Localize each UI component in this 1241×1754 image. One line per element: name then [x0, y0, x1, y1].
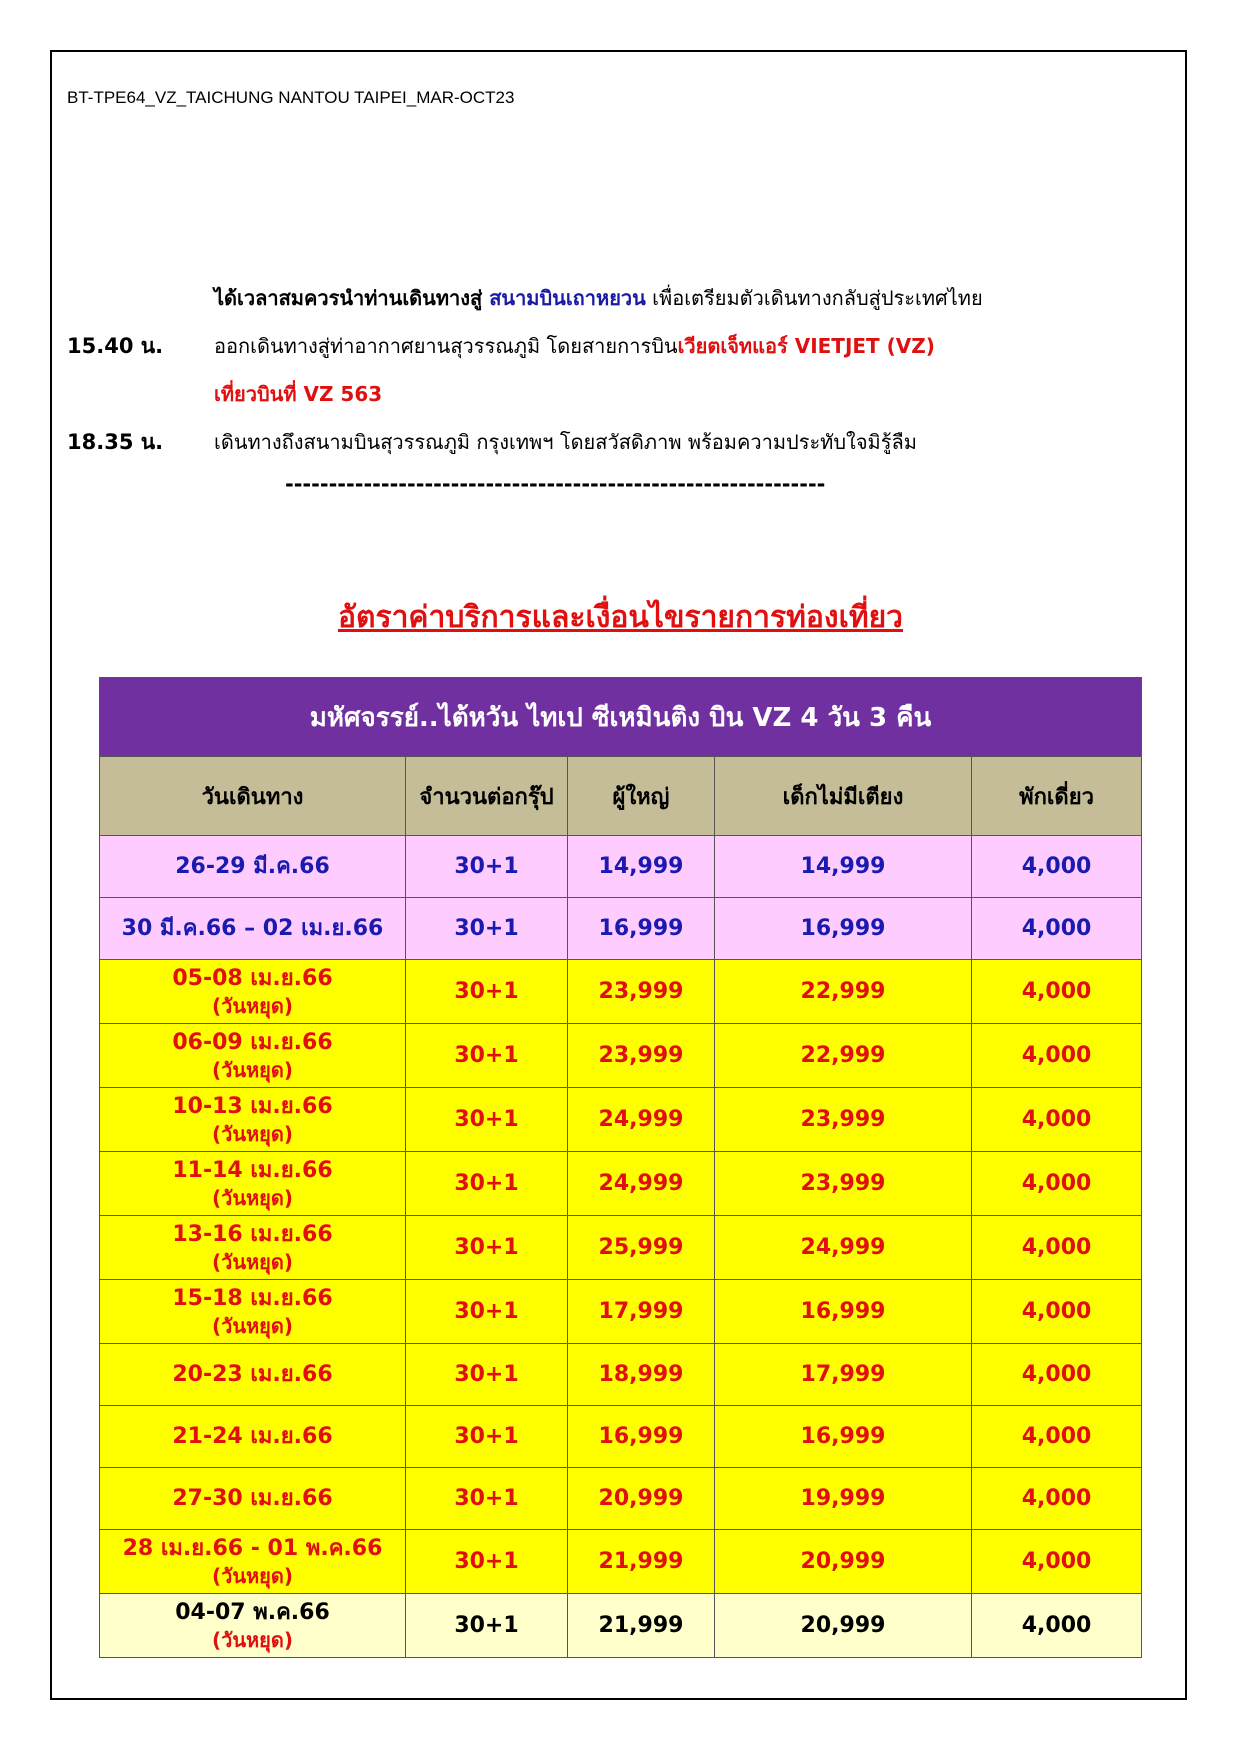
itinerary-text-segment: ได้เวลาสมควรนำท่านเดินทางสู่ [214, 286, 490, 310]
adult-price-cell: 16,999 [568, 898, 715, 960]
rate-table-body [100, 836, 1142, 1658]
travel-date: 05-08 เม.ย.66 [172, 965, 333, 991]
travel-date-cell [100, 898, 406, 960]
travel-date: 10-13 เม.ย.66 [172, 1093, 333, 1119]
child-no-bed-price-cell: 16,999 [715, 898, 972, 960]
itinerary-text-segment: เที่ยวบินที่ VZ 563 [214, 382, 383, 406]
single-supplement-cell: 4,000 [972, 1530, 1142, 1594]
table-row [100, 1216, 1142, 1280]
adult-price-cell: 23,999 [568, 960, 715, 1024]
travel-date: 28 เม.ย.66 - 01 พ.ค.66 [122, 1535, 383, 1561]
group-size-cell: 30+1 [406, 1530, 568, 1594]
single-supplement-cell: 4,000 [972, 898, 1142, 960]
adult-price-cell: 24,999 [568, 1152, 715, 1216]
single-supplement-cell: 4,000 [972, 836, 1142, 898]
travel-date: 13-16 เม.ย.66 [172, 1221, 333, 1247]
itinerary-text-segment: เพื่อเตรียมตัวเดินทางกลับสู่ประเทศไทย [645, 286, 983, 310]
group-size-cell: 30+1 [406, 898, 568, 960]
holiday-note: (วันหยุด) [211, 1185, 294, 1210]
travel-date: 11-14 เม.ย.66 [172, 1157, 333, 1183]
table-row [100, 836, 1142, 898]
holiday-note: (วันหยุด) [211, 1627, 294, 1652]
itinerary-section [67, 282, 1167, 474]
holiday-note: (วันหยุด) [211, 1249, 294, 1274]
adult-price-cell: 21,999 [568, 1594, 715, 1658]
child-no-bed-price-cell: 17,999 [715, 1344, 972, 1406]
child-no-bed-price-cell: 20,999 [715, 1530, 972, 1594]
rate-table-column-header: ผู้ใหญ่ [568, 757, 715, 836]
travel-date-cell [100, 1152, 406, 1216]
travel-date-cell [100, 1280, 406, 1344]
divider-line: -------------------------------------------------------------- [285, 472, 826, 496]
child-no-bed-price-cell: 19,999 [715, 1468, 972, 1530]
group-size-cell: 30+1 [406, 1468, 568, 1530]
itinerary-description [214, 330, 935, 362]
travel-date-cell [100, 1024, 406, 1088]
itinerary-text-segment: ออกเดินทางสู่ท่าอากาศยานสุวรรณภูมิ โดยสายการบิน [214, 334, 678, 358]
rate-table-column-header: จำนวนต่อกรุ๊ป [406, 757, 568, 836]
travel-date-cell [100, 960, 406, 1024]
holiday-note: (วันหยุด) [211, 1121, 294, 1146]
child-no-bed-price-cell: 23,999 [715, 1152, 972, 1216]
itinerary-row [67, 330, 1167, 378]
single-supplement-cell: 4,000 [972, 1152, 1142, 1216]
travel-date: 15-18 เม.ย.66 [172, 1285, 333, 1311]
child-no-bed-price-cell: 16,999 [715, 1280, 972, 1344]
holiday-note: (วันหยุด) [211, 1057, 294, 1082]
table-row [100, 1344, 1142, 1406]
travel-date-cell [100, 1530, 406, 1594]
travel-date: 06-09 เม.ย.66 [172, 1029, 333, 1055]
group-size-cell: 30+1 [406, 836, 568, 898]
rate-table-column-header: พักเดี่ยว [972, 757, 1142, 836]
travel-date: 21-24 เม.ย.66 [172, 1423, 333, 1449]
itinerary-row [67, 378, 1167, 426]
table-row [100, 1530, 1142, 1594]
child-no-bed-price-cell: 22,999 [715, 1024, 972, 1088]
adult-price-cell: 20,999 [568, 1468, 715, 1530]
itinerary-description [214, 426, 917, 458]
itinerary-time: 18.35 น. [67, 430, 164, 454]
adult-price-cell: 23,999 [568, 1024, 715, 1088]
travel-date: 20-23 เม.ย.66 [172, 1361, 333, 1387]
table-row [100, 1468, 1142, 1530]
adult-price-cell: 25,999 [568, 1216, 715, 1280]
travel-date-cell [100, 1216, 406, 1280]
adult-price-cell: 16,999 [568, 1406, 715, 1468]
table-row [100, 1406, 1142, 1468]
group-size-cell: 30+1 [406, 1344, 568, 1406]
adult-price-cell: 24,999 [568, 1088, 715, 1152]
group-size-cell: 30+1 [406, 1594, 568, 1658]
travel-date-cell [100, 1088, 406, 1152]
adult-price-cell: 14,999 [568, 836, 715, 898]
rate-table-column-header: เด็กไม่มีเตียง [715, 757, 972, 836]
single-supplement-cell: 4,000 [972, 1594, 1142, 1658]
travel-date-cell [100, 1406, 406, 1468]
rate-table [99, 677, 1142, 1658]
travel-date-cell [100, 1344, 406, 1406]
travel-date-cell [100, 1594, 406, 1658]
adult-price-cell: 21,999 [568, 1530, 715, 1594]
rate-table-header [100, 757, 1142, 836]
itinerary-row [67, 282, 1167, 330]
document-code: BT-TPE64_VZ_TAICHUNG NANTOU TAIPEI_MAR-OCT23 [67, 88, 515, 107]
travel-date-cell [100, 1468, 406, 1530]
child-no-bed-price-cell: 23,999 [715, 1088, 972, 1152]
table-row [100, 960, 1142, 1024]
single-supplement-cell: 4,000 [972, 1216, 1142, 1280]
itinerary-description [214, 378, 382, 410]
single-supplement-cell: 4,000 [972, 1468, 1142, 1530]
holiday-note: (วันหยุด) [211, 993, 294, 1018]
itinerary-text-segment: สนามบินเถาหยวน [489, 286, 646, 310]
adult-price-cell: 17,999 [568, 1280, 715, 1344]
table-row [100, 1280, 1142, 1344]
group-size-cell: 30+1 [406, 1216, 568, 1280]
holiday-note: (วันหยุด) [211, 1563, 294, 1588]
travel-date: 27-30 เม.ย.66 [172, 1485, 333, 1511]
itinerary-row [67, 426, 1167, 474]
table-row [100, 1088, 1142, 1152]
child-no-bed-price-cell: 14,999 [715, 836, 972, 898]
child-no-bed-price-cell: 16,999 [715, 1406, 972, 1468]
itinerary-text-segment: เดินทางถึงสนามบินสุวรรณภูมิ กรุงเทพฯ โดยสวัสดิภาพ พร้อมความประทับใจมิรู้ลืม [214, 430, 917, 454]
single-supplement-cell: 4,000 [972, 1088, 1142, 1152]
single-supplement-cell: 4,000 [972, 1024, 1142, 1088]
single-supplement-cell: 4,000 [972, 1344, 1142, 1406]
single-supplement-cell: 4,000 [972, 1406, 1142, 1468]
child-no-bed-price-cell: 20,999 [715, 1594, 972, 1658]
itinerary-time: 15.40 น. [67, 334, 164, 358]
section-title: อัตราค่าบริการและเงื่อนไขรายการท่องเที่ยว [337, 600, 904, 635]
single-supplement-cell: 4,000 [972, 1280, 1142, 1344]
group-size-cell: 30+1 [406, 1280, 568, 1344]
group-size-cell: 30+1 [406, 1152, 568, 1216]
group-size-cell: 30+1 [406, 1024, 568, 1088]
rate-table-column-header: วันเดินทาง [100, 757, 406, 836]
travel-date: 04-07 พ.ค.66 [175, 1599, 330, 1625]
itinerary-text-segment: เวียตเจ็ทแอร์ VIETJET (VZ) [677, 334, 935, 358]
travel-date: 26-29 มี.ค.66 [175, 853, 330, 879]
holiday-note: (วันหยุด) [211, 1313, 294, 1338]
group-size-cell: 30+1 [406, 1406, 568, 1468]
group-size-cell: 30+1 [406, 1088, 568, 1152]
table-row [100, 1024, 1142, 1088]
child-no-bed-price-cell: 24,999 [715, 1216, 972, 1280]
child-no-bed-price-cell: 22,999 [715, 960, 972, 1024]
single-supplement-cell: 4,000 [972, 960, 1142, 1024]
travel-date: 30 มี.ค.66 – 02 เม.ย.66 [121, 915, 384, 941]
table-row [100, 1152, 1142, 1216]
group-size-cell: 30+1 [406, 960, 568, 1024]
adult-price-cell: 18,999 [568, 1344, 715, 1406]
table-row [100, 898, 1142, 960]
table-row [100, 1594, 1142, 1658]
itinerary-description [214, 282, 983, 314]
rate-table-title: มหัศจรรย์..ไต้หวัน ไทเป ซีเหมินติง บิน VZ 4 วัน 3 คืน [100, 678, 1142, 757]
travel-date-cell [100, 836, 406, 898]
